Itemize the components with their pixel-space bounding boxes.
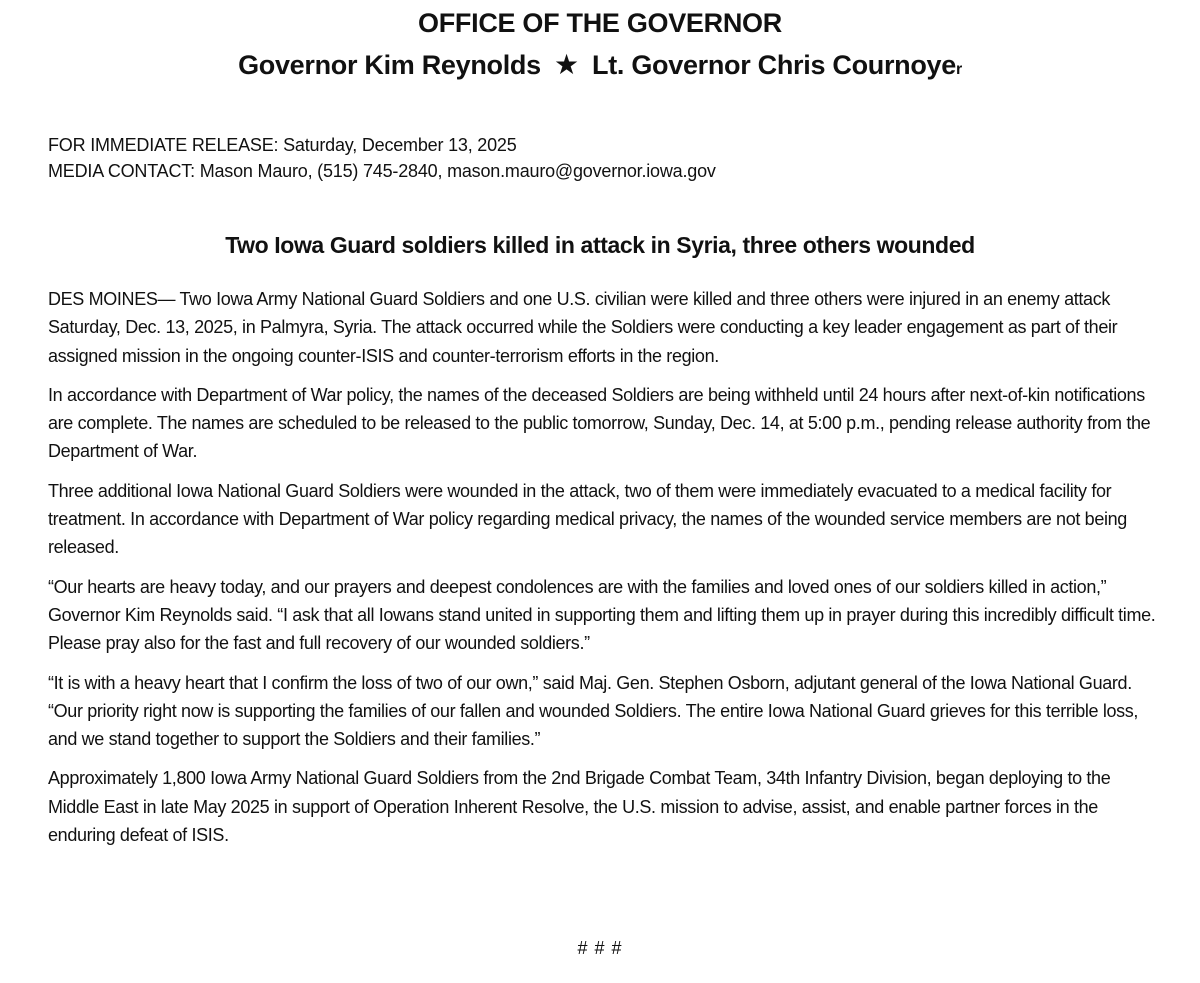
office-title: OFFICE OF THE GOVERNOR — [418, 8, 782, 38]
media-contact-line: MEDIA CONTACT: Mason Mauro, (515) 745-2840, mason.mauro@governor.iowa.gov — [48, 161, 716, 181]
lt-governor-name: Lt. Governor Chris Cournoye — [592, 50, 956, 80]
contact-name: Mason Mauro — [199, 161, 308, 181]
lt-governor-name-trailing-letter: r — [956, 61, 962, 78]
paragraph-deployment: Approximately 1,800 Iowa Army National Guard Soldiers from the 2nd Brigade Combat Team, 34th Infantry Division, began deploying to the Middle East in late May 2025 in support of Operation Inherent Resolve, the U.S. mission to advise, assist, and enable partner forces in the enduring defeat of ISIS. — [48, 768, 1111, 846]
paragraph-governor-quote: “Our hearts are heavy today, and our prayers and deepest condolences are with the families and loved ones of our soldiers killed in action,” Governor Kim Reynolds said. “I ask that all Iowans stand united in supporting them and lifting them up in prayer during this incredibly difficult time. Please pray also for the fast and full recovery of our wounded soldiers.” — [48, 576, 1156, 654]
star-icon: ★ — [554, 49, 579, 80]
release-meta — [48, 132, 716, 184]
paragraph-lead: DES MOINES— Two Iowa Army National Guard Soldiers and one U.S. civilian were killed and three others were injured in an enemy attack Saturday, Dec. 13, 2025, in Palmyra, Syria. The attack occurred while the Soldiers were conducting a key leader engagement as part of their assigned mission in the ongoing counter-ISIS and counter-terrorism efforts in the region. — [48, 289, 1118, 366]
release-label: FOR IMMEDIATE RELEASE: — [48, 135, 279, 155]
release-date: Saturday, December 13, 2025 — [283, 135, 517, 155]
headline: Two Iowa Guard soldiers killed in attack in Syria, three others wounded — [225, 232, 975, 258]
governor-line — [0, 48, 1200, 81]
article-body — [48, 285, 1158, 860]
contact-label: MEDIA CONTACT: — [48, 161, 195, 181]
paragraph-wounded: Three additional Iowa National Guard Soldiers were wounded in the attack, two of them were immediately evacuated to a medical facility for treatment. In accordance with Department of War policy regarding medical privacy, the names of the wounded service members are not being released. — [48, 480, 1127, 558]
end-mark: # # # — [577, 938, 623, 958]
contact-phone: (515) 745-2840 — [317, 161, 438, 181]
paragraph-names-withheld: In accordance with Department of War policy, the names of the deceased Soldiers are being withheld until 24 hours after next-of-kin notifications are complete. The names are scheduled to be released to the public tomorrow, Sunday, Dec. 14, at 5:00 p.m., pending release authority from the Department of War. — [48, 384, 1151, 462]
paragraph-adjutant-quote: “It is with a heavy heart that I confirm the loss of two of our own,” said Maj. Gen. Stephen Osborn, adjutant general of the Iowa National Guard. “Our priority right now is supporting the families of our fallen and wounded Soldiers. The entire Iowa National Guard grieves for this terrible loss, and we stand together to support the Soldiers and their families.” — [48, 672, 1139, 750]
governor-name: Governor Kim Reynolds — [238, 50, 541, 80]
contact-email: mason.mauro@governor.iowa.gov — [447, 161, 716, 181]
release-line — [48, 132, 716, 158]
